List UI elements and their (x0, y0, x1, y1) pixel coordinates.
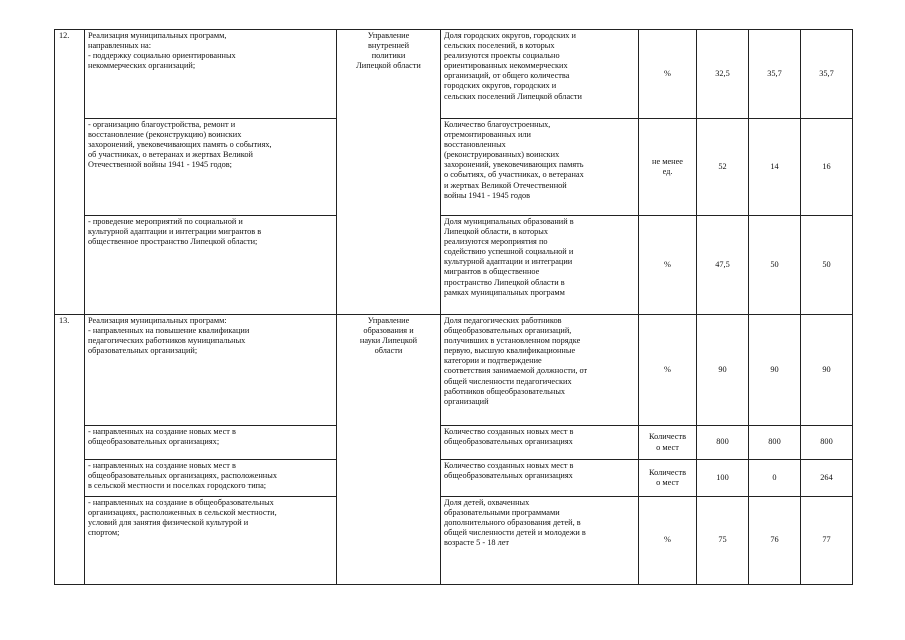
unit-cell: % (639, 30, 697, 119)
value-year1-cell: 47,5 (697, 216, 749, 315)
value-year1-cell: 75 (697, 497, 749, 585)
indicator-cell: Количество созданных новых мест в общеобразовательных организациях (441, 460, 639, 497)
table-row (55, 460, 853, 497)
value-year3-cell: 16 (801, 119, 853, 216)
indicator-cell: Количество благоустроенных, отремонтированных или восстановленных (реконструированных) воинских захоронений, увековечивающих память о событиях, об участниках, о ветеранах и жертвах Великой Отечественной войны 1941 - 1945 годов (441, 119, 639, 216)
table-row (55, 315, 853, 426)
program-cell: - проведение мероприятий по социальной и культурной адаптации и интеграции мигрантов в общественное пространство Липецкой области; (85, 216, 337, 315)
value-year2-cell: 76 (749, 497, 801, 585)
table-row (55, 426, 853, 460)
unit-cell: Количеств о мест (639, 460, 697, 497)
value-year2-cell: 50 (749, 216, 801, 315)
table-row (55, 216, 853, 315)
indicator-cell: Доля муниципальных образований в Липецкой области, в которых реализуются мероприятия по содействию успешной социальной и культурной адаптации и интеграции мигрантов в общественное пространство Липецкой области в рамках муниципальных программ (441, 216, 639, 315)
unit-cell: % (639, 497, 697, 585)
unit-cell: не менее ед. (639, 119, 697, 216)
program-cell: - направленных на создание новых мест в общеобразовательных организациях; (85, 426, 337, 460)
responsible-org-cell: Управление внутренней политики Липецкой области (337, 30, 441, 315)
row-number: 13. (55, 315, 85, 585)
value-year3-cell: 800 (801, 426, 853, 460)
value-year2-cell: 800 (749, 426, 801, 460)
responsible-org-cell: Управление образования и науки Липецкой области (337, 315, 441, 585)
indicator-cell: Доля городских округов, городских и сельских поселений, в которых реализуются проекты социально ориентированных некоммерческих организаций, от общего количества городских округов, городских и сельских поселений Липецкой области (441, 30, 639, 119)
table-row (55, 497, 853, 585)
row-number: 12. (55, 30, 85, 315)
table-row (55, 119, 853, 216)
indicator-cell: Доля детей, охваченных образовательными программами дополнительного образования детей, в общей численности детей и молодежи в возрасте 5 - 18 лет (441, 497, 639, 585)
value-year1-cell: 100 (697, 460, 749, 497)
value-year3-cell: 35,7 (801, 30, 853, 119)
value-year3-cell: 90 (801, 315, 853, 426)
value-year2-cell: 14 (749, 119, 801, 216)
program-cell: - направленных на создание в общеобразовательных организациях, расположенных в сельской местности, условий для занятия физической культурой и спортом; (85, 497, 337, 585)
indicator-cell: Количество созданных новых мест в общеобразовательных организациях (441, 426, 639, 460)
program-cell: - направленных на создание новых мест в общеобразовательных организациях, расположенных в сельской местности и поселках городского типа; (85, 460, 337, 497)
program-cell: Реализация муниципальных программ: - направленных на повышение квалификации педагогических работников муниципальных образовательных организаций; (85, 315, 337, 426)
programs-table (54, 29, 853, 585)
value-year2-cell: 35,7 (749, 30, 801, 119)
program-cell: Реализация муниципальных программ, направленных на: - поддержку социально ориентированных некоммерческих организаций; (85, 30, 337, 119)
program-cell: - организацию благоустройства, ремонт и восстановление (реконструкцию) воинских захоронений, увековечивающих память о событиях, об участниках, о ветеранах и жертвах Великой Отечественной войны 1941 - 1945 годов; (85, 119, 337, 216)
value-year1-cell: 800 (697, 426, 749, 460)
value-year2-cell: 90 (749, 315, 801, 426)
unit-cell: Количеств о мест (639, 426, 697, 460)
value-year3-cell: 50 (801, 216, 853, 315)
unit-cell: % (639, 315, 697, 426)
value-year1-cell: 90 (697, 315, 749, 426)
value-year1-cell: 32,5 (697, 30, 749, 119)
value-year3-cell: 264 (801, 460, 853, 497)
value-year2-cell: 0 (749, 460, 801, 497)
table-row (55, 30, 853, 119)
value-year3-cell: 77 (801, 497, 853, 585)
value-year1-cell: 52 (697, 119, 749, 216)
indicator-cell: Доля педагогических работников общеобразовательных организаций, получивших в установленном порядке первую, высшую квалификационные категории и подтверждение соответствия занимаемой должности, от общей численности педагогических работников общеобразовательных организаций (441, 315, 639, 426)
unit-cell: % (639, 216, 697, 315)
